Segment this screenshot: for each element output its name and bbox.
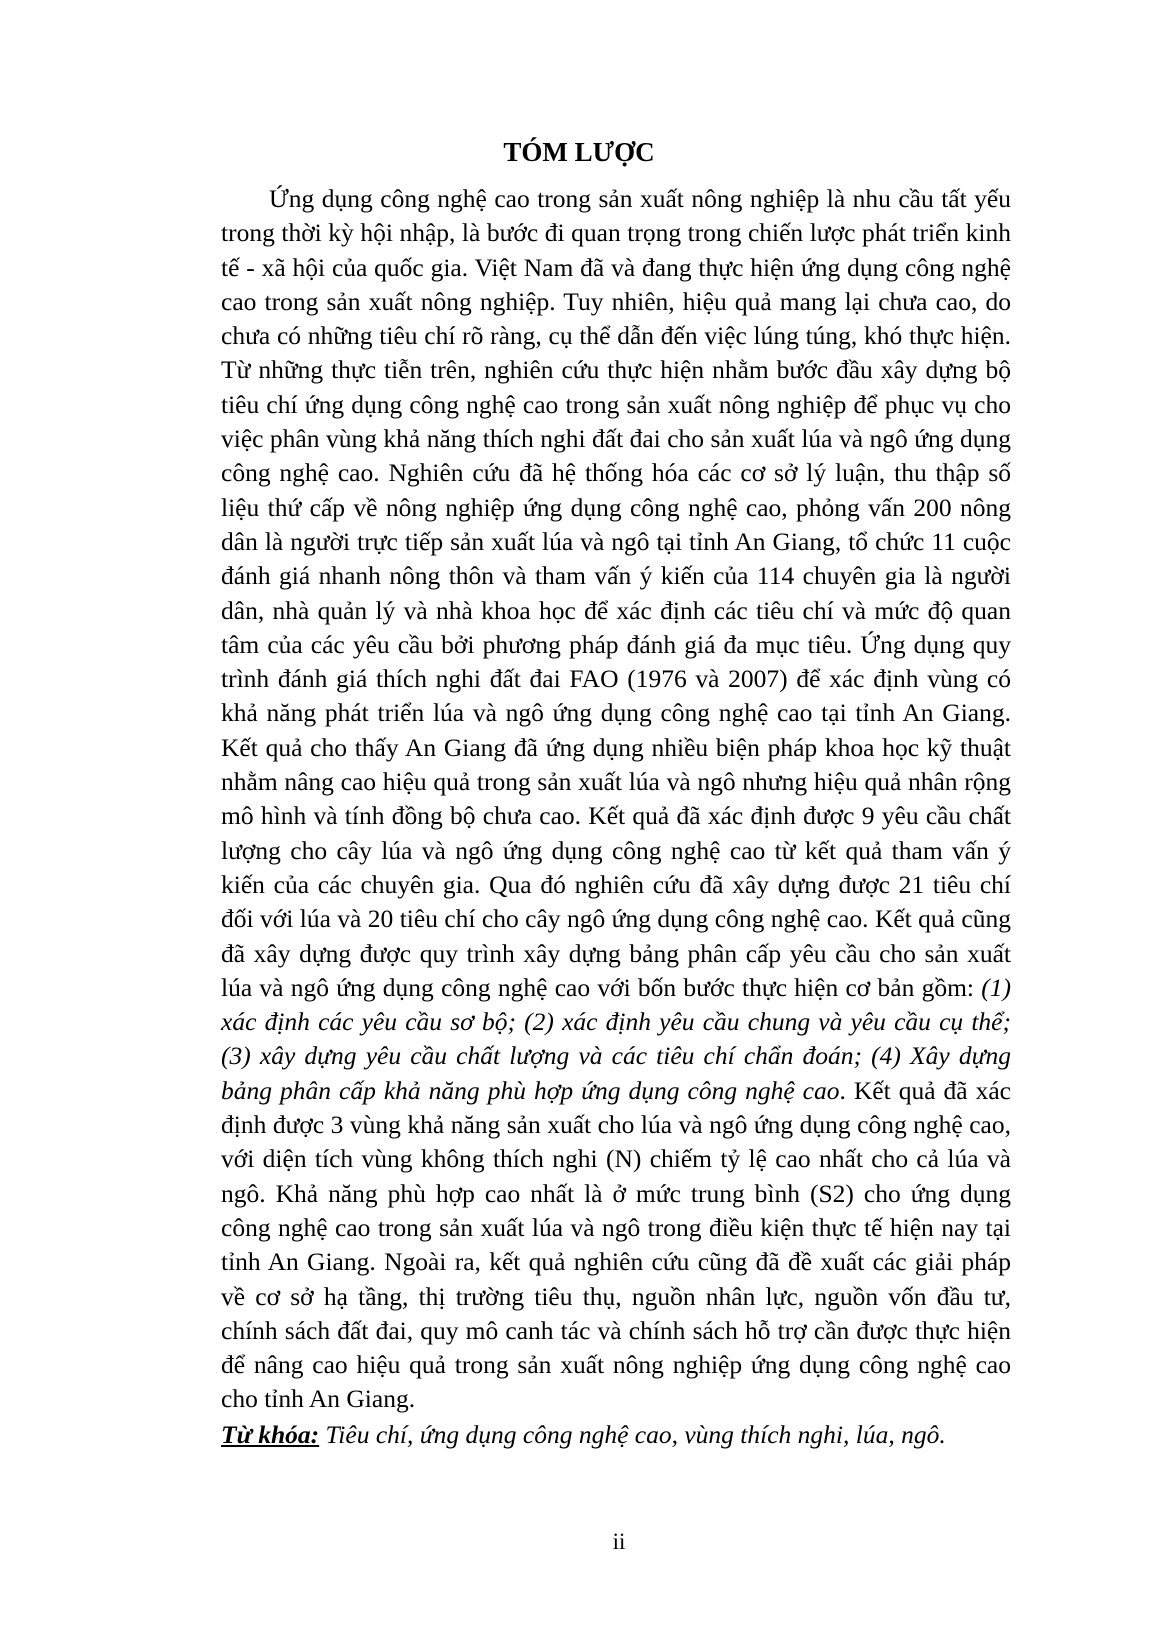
keywords-line	[221, 1418, 1011, 1452]
keywords-list: Tiêu chí, ứng dụng công nghệ cao, vùng thích nghi, lúa, ngô.	[325, 1420, 946, 1449]
page-title: TÓM LƯỢC	[503, 137, 655, 167]
keywords-label: Từ khóa:	[221, 1420, 320, 1449]
page-number: ii	[612, 1529, 626, 1554]
abstract-text-part-1: Ứng dụng công nghệ cao trong sản xuất nông nghiệp là nhu cầu tất yếu trong thời kỳ hội nhập, là bước đi quan trọng trong chiến lược phát triển kinh tế - xã hội của quốc gia. Việt Nam đã và đang thực hiện ứng dụng công nghệ cao trong sản xuất nông nghiệp. Tuy nhiên, hiệu quả mang lại chưa cao, do chưa có những tiêu chí rõ ràng, cụ thể dẫn đến việc lúng túng, khó thực hiện. Từ những thực tiễn trên, nghiên cứu thực hiện nhằm bước đầu xây dựng bộ tiêu chí ứng dụng công nghệ cao trong sản xuất nông nghiệp để phục vụ cho việc phân vùng khả năng thích nghi đất đai cho sản xuất lúa và ngô ứng dụng công nghệ cao. Nghiên cứu đã hệ thống hóa các cơ sở lý luận, thu thập số liệu thứ cấp về nông nghiệp ứng dụng công nghệ cao, phỏng vấn 200 nông dân là người trực tiếp sản xuất lúa và ngô tại tỉnh An Giang, tổ chức 11 cuộc đánh giá nhanh nông thôn và tham vấn ý kiến của 114 chuyên gia là người dân, nhà quản lý và nhà khoa học để xác định các tiêu chí và mức độ quan tâm của các yêu cầu bởi phương pháp đánh giá đa mục tiêu. Ứng dụng quy trình đánh giá thích nghi đất đai FAO (1976 và 2007) để xác định vùng có khả năng phát triển lúa và ngô ứng dụng công nghệ cao tại tỉnh An Giang. Kết quả cho thấy An Giang đã ứng dụng nhiều biện pháp khoa học kỹ thuật nhằm nâng cao hiệu quả trong sản xuất lúa và ngô nhưng hiệu quả nhân rộng mô hình và tính đồng bộ chưa cao. Kết quả đã xác định được 9 yêu cầu chất lượng cho cây lúa và ngô ứng dụng công nghệ cao từ kết quả tham vấn ý kiến của các chuyên gia. Qua đó nghiên cứu đã xây dựng được 21 tiêu chí đối với lúa và 20 tiêu chí cho cây ngô ứng dụng công nghệ cao. Kết quả cũng đã xây dựng được quy trình xây dựng bảng phân cấp yêu cầu cho sản xuất lúa và ngô ứng dụng công nghệ cao với bốn bước thực hiện cơ bản gồm:	[221, 184, 1011, 1002]
abstract-text-part-2: . Kết quả đã xác định được 3 vùng khả năng sản xuất cho lúa và ngô ứng dụng công nghệ cao, với diện tích vùng không thích nghi (N) chiếm tỷ lệ cao nhất cho cả lúa và ngô. Khả năng phù hợp cao nhất là ở mức trung bình (S2) cho ứng dụng công nghệ cao trong sản xuất lúa và ngô trong điều kiện thực tế hiện nay tại tỉnh An Giang. Ngoài ra, kết quả nghiên cứu cũng đã đề xuất các giải pháp về cơ sở hạ tầng, thị trường tiêu thụ, nguồn nhân lực, nguồn vốn đầu tư, chính sách đất đai, quy mô canh tác và chính sách hỗ trợ cần được thực hiện để nâng cao hiệu quả trong sản xuất nông nghiệp ứng dụng công nghệ cao cho tỉnh An Giang.	[221, 1075, 1011, 1414]
abstract-body	[221, 182, 1011, 1417]
abstract-paragraph	[221, 182, 1011, 1417]
abstract-steps-italic: (1) xác định các yêu cầu sơ bộ; (2) xác định yêu cầu chung và yêu cầu cụ thể; (3) xây dựng yêu cầu chất lượng và các tiêu chí chẩn đoán; (4) Xây dựng bảng phân cấp khả năng phù hợp ứng dụng công nghệ cao	[221, 972, 1011, 1105]
